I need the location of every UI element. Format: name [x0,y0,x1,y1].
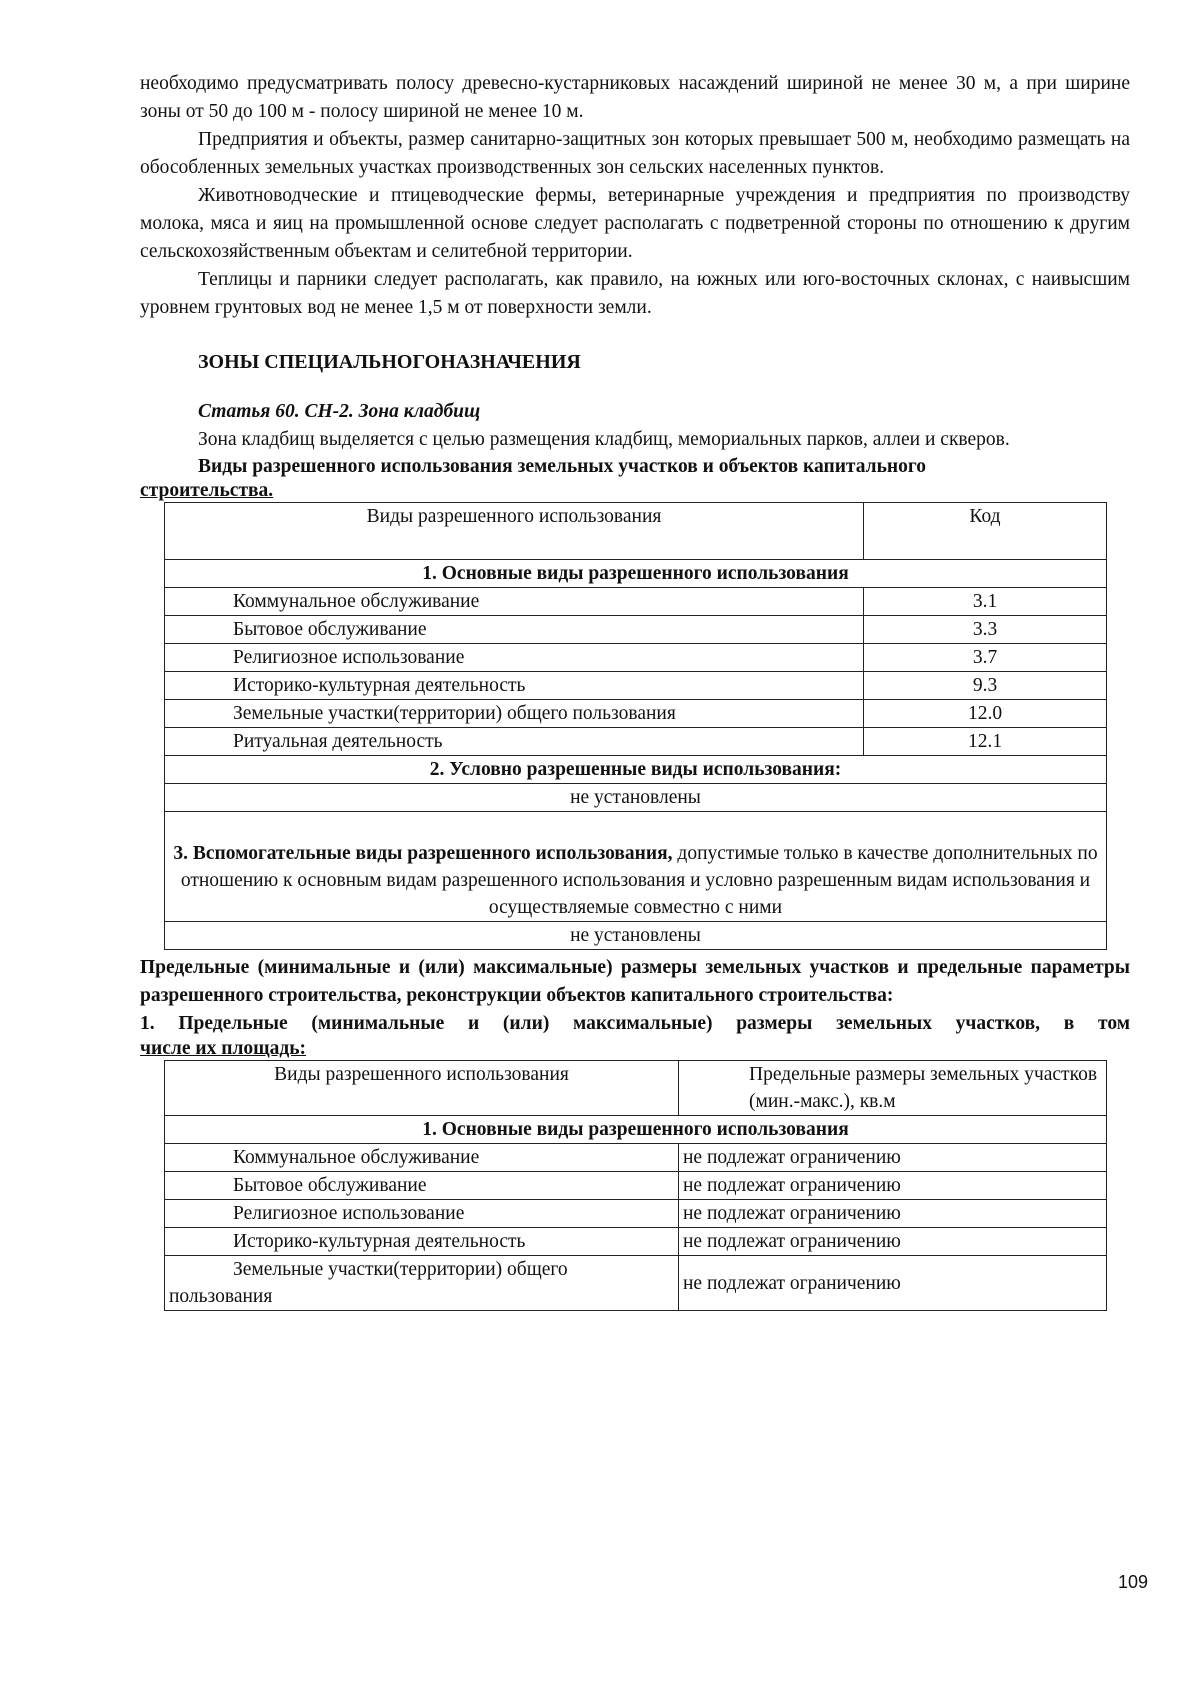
table-header-row [165,1061,1107,1116]
group-conditional: 2. Условно разрешенные виды использования: [165,756,1107,784]
table-row [165,700,1107,728]
table-row [165,1200,1107,1228]
size-cell: не подлежат ограничению [679,1200,1107,1228]
limits-heading: Предельные (минимальные и (или) максимальные) размеры земельных участков и предельные параметры разрешенного строительства, реконструкции объектов капитального строительства: [140,957,1130,1006]
table-row [165,1144,1107,1172]
code-cell: 9.3 [864,672,1107,700]
use-cell: Историко-культурная деятельность [165,672,864,700]
group-auxiliary-title: 3. Вспомогательные виды разрешенного использования, [173,843,673,864]
limits-subheading-line1: 1. Предельные (минимальные и (или) максимальные) размеры земельных участков, в том [140,1013,1130,1034]
code-cell: 12.1 [864,728,1107,756]
page-number: 109 [1118,1572,1149,1592]
land-plot-size-table [164,1060,1107,1311]
size-cell: не подлежат ограничению [679,1228,1107,1256]
use-cell: Религиозное использование [165,644,864,672]
use-cell: Ритуальная деятельность [165,728,864,756]
group-main: 1. Основные виды разрешенного использования [165,560,1107,588]
table-row [165,672,1107,700]
paragraph-2: Предприятия и объекты, размер санитарно-защитных зон которых превышает 500 м, необходимо размещать на обособленных земельных участках производственных зон сельских населенных пунктов. [140,129,1130,178]
header-use: Виды разрешенного использования [165,1061,679,1116]
paragraph-3: Животноводческие и птицеводческие фермы, ветеринарные учреждения и предприятия по производству молока, мяса и яиц на промышленной основе следует располагать с подветренной стороны по отношению к другим сельскохозяйственным объектам и селитебной территории. [140,185,1130,262]
table-header-row [165,503,1107,560]
header-use: Виды разрешенного использования [165,503,864,560]
header-size: Предельные размеры земельных участков (мин.-макс.), кв.м [679,1061,1107,1116]
code-cell: 3.1 [864,588,1107,616]
size-cell: не подлежат ограничению [679,1144,1107,1172]
table1-caption-line2: строительства. [140,480,274,501]
table-row [165,1172,1107,1200]
header-code: Код [864,503,1107,560]
size-cell: не подлежат ограничению [679,1172,1107,1200]
use-cell: Бытовое обслуживание [165,616,864,644]
use-cell: Коммунальное обслуживание [165,588,864,616]
table-row [165,728,1107,756]
code-cell: 3.7 [864,644,1107,672]
table-row [165,1256,1107,1311]
table1-caption-line1: Виды разрешенного использования земельных участков и объектов капитального [198,456,927,477]
section-title: ЗОНЫ СПЕЦИАЛЬНОГОНАЗНАЧЕНИЯ [198,351,581,373]
use-cell: Религиозное использование [165,1200,679,1228]
use-cell: Коммунальное обслуживание [165,1144,679,1172]
use-cell: Историко-культурная деятельность [165,1228,679,1256]
limits-subheading-line2: числе их площадь: [140,1038,307,1059]
permitted-uses-table [164,502,1107,950]
document-page [140,70,1130,1311]
group-conditional-value: не установлены [165,784,1107,812]
code-cell: 3.3 [864,616,1107,644]
table-row [165,588,1107,616]
use-cell: Земельные участки(территории) общего пользования [165,1256,679,1311]
table-row [165,616,1107,644]
group-main: 1. Основные виды разрешенного использования [165,1116,1107,1144]
article-text: Зона кладбищ выделяется с целью размещения кладбищ, мемориальных парков, аллеи и скверов. [198,429,1010,450]
group-auxiliary [165,812,1107,922]
paragraph-1: необходимо предусматривать полосу древесно-кустарниковых насаждений шириной не менее 30 м, а при ширине зоны от 50 до 100 м - полосу шириной не менее 10 м. [140,73,1130,122]
code-cell: 12.0 [864,700,1107,728]
article-title: Статья 60. СН-2. Зона кладбищ [198,401,481,422]
group-auxiliary-value: не установлены [165,922,1107,950]
use-cell: Бытовое обслуживание [165,1172,679,1200]
table-row [165,1228,1107,1256]
group-auxiliary-text: допустимые только в качестве дополнительных по отношению к основным видам разрешенного использования и условно разрешенным видам использования и осуществляемые совместно с ними [180,843,1098,918]
table-row [165,644,1107,672]
size-cell: не подлежат ограничению [679,1256,1107,1311]
use-cell: Земельные участки(территории) общего пользования [165,700,864,728]
paragraph-4: Теплицы и парники следует располагать, как правило, на южных или юго-восточных склонах, с наивысшим уровнем грунтовых вод не менее 1,5 м от поверхности земли. [140,269,1130,318]
